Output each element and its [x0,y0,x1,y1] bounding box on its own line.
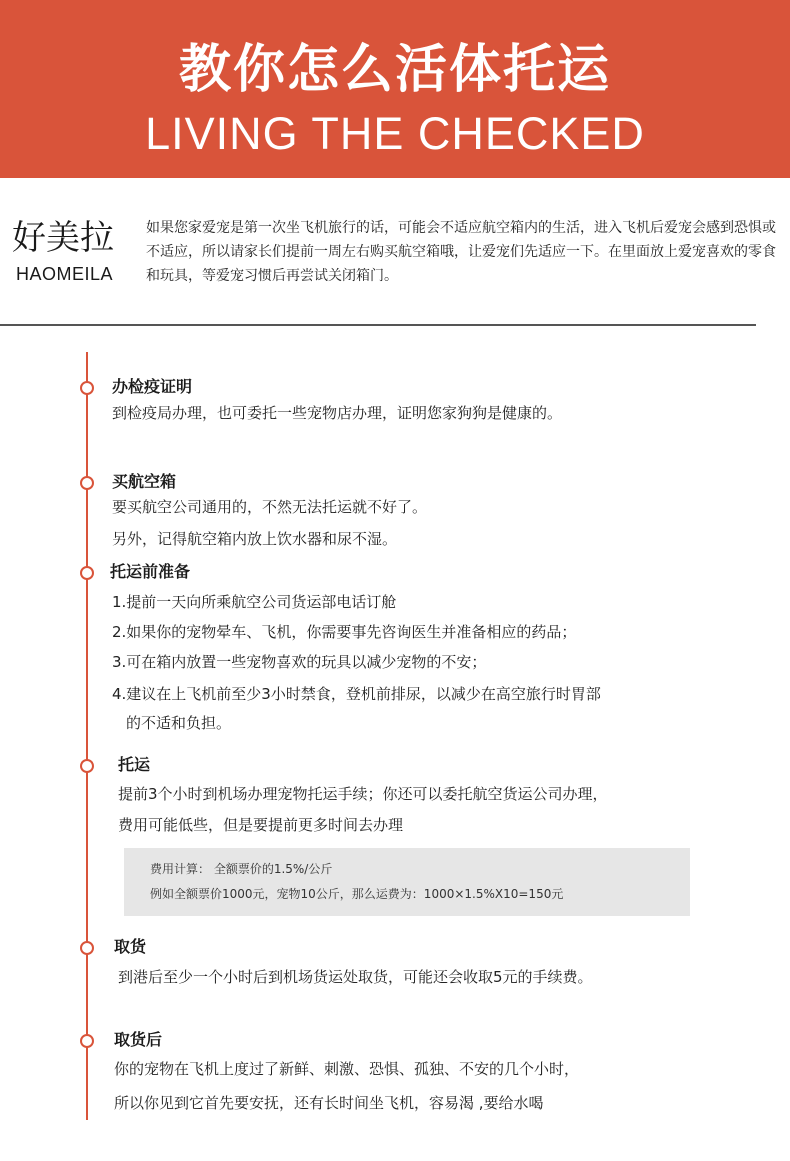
timeline-marker-icon [80,476,94,490]
step-text: 1.提前一天向所乘航空公司货运部电话订舱 [112,593,397,611]
page-title: 教你怎么活体托运 [178,40,611,100]
fee-calculation-box [124,848,690,916]
step-text: 3.可在箱内放置一些宠物喜欢的玩具以减少宠物的不安； [112,653,487,671]
timeline-marker-icon [80,566,94,580]
header-banner [0,0,790,178]
step-heading-quarantine: 办检疫证明 [112,377,193,396]
step-text: 费用可能低些，但是要提前更多时间去办理 [118,816,404,834]
timeline-line [86,352,88,1120]
step-text: 要买航空公司通用的，不然无法托运就不好了。 [112,498,428,516]
step-heading-checkin: 托运 [118,755,151,774]
timeline-marker-icon [80,759,94,773]
brand-name-cn: 好美拉 [12,218,114,258]
brand-name-en: HAOMEILA [16,264,114,284]
page-subtitle: LIVING THE CHECKED [145,108,645,159]
step-text: 的不适和负担。 [126,714,232,732]
step-heading-pickup: 取货 [114,937,147,956]
step-text: 到检疫局办理，也可委托一些宠物店办理，证明您家狗狗是健康的。 [112,404,563,422]
step-heading-preparation: 托运前准备 [110,562,191,581]
fee-formula: 费用计算： 全额票价的1.5%/公斤 [150,862,333,876]
step-text: 4.建议在上飞机前至少3小时禁食，登机前排尿，以减少在高空旅行时胃部 [112,685,601,703]
timeline-marker-icon [80,1034,94,1048]
step-heading-crate: 买航空箱 [112,472,177,491]
step-text: 另外，记得航空箱内放上饮水器和尿不湿。 [112,530,398,548]
step-text: 2.如果你的宠物晕车、飞机，你需要事先咨询医生并准备相应的药品； [112,623,577,641]
step-text: 到港后至少一个小时后到机场货运处取货，可能还会收取5元的手续费。 [118,968,593,986]
step-heading-after-pickup: 取货后 [114,1030,163,1049]
step-text: 你的宠物在飞机上度过了新鲜、刺激、恐惧、孤独、不安的几个小时， [114,1060,580,1078]
timeline-marker-icon [80,941,94,955]
section-divider [0,324,756,326]
timeline-marker-icon [80,381,94,395]
step-text: 提前3个小时到机场办理宠物托运手续；你还可以委托航空货运公司办理， [118,785,608,803]
fee-example: 例如全额票价1000元，宠物10公斤，那么运费为：1000×1.5%X10=150元 [150,887,564,901]
intro-paragraph: 如果您家爱宠是第一次坐飞机旅行的话，可能会不适应航空箱内的生活，进入飞机后爱宠会感到恐惧或不适应，所以请家长们提前一周左右购买航空箱哦，让爱宠们先适应一下。在里面放上爱宠喜欢的零食和玩具，等爱宠习惯后再尝试关闭箱门。 [146,220,776,284]
step-text: 所以你见到它首先要安抚，还有长时间坐飞机，容易渴 ,要给水喝 [114,1094,544,1112]
